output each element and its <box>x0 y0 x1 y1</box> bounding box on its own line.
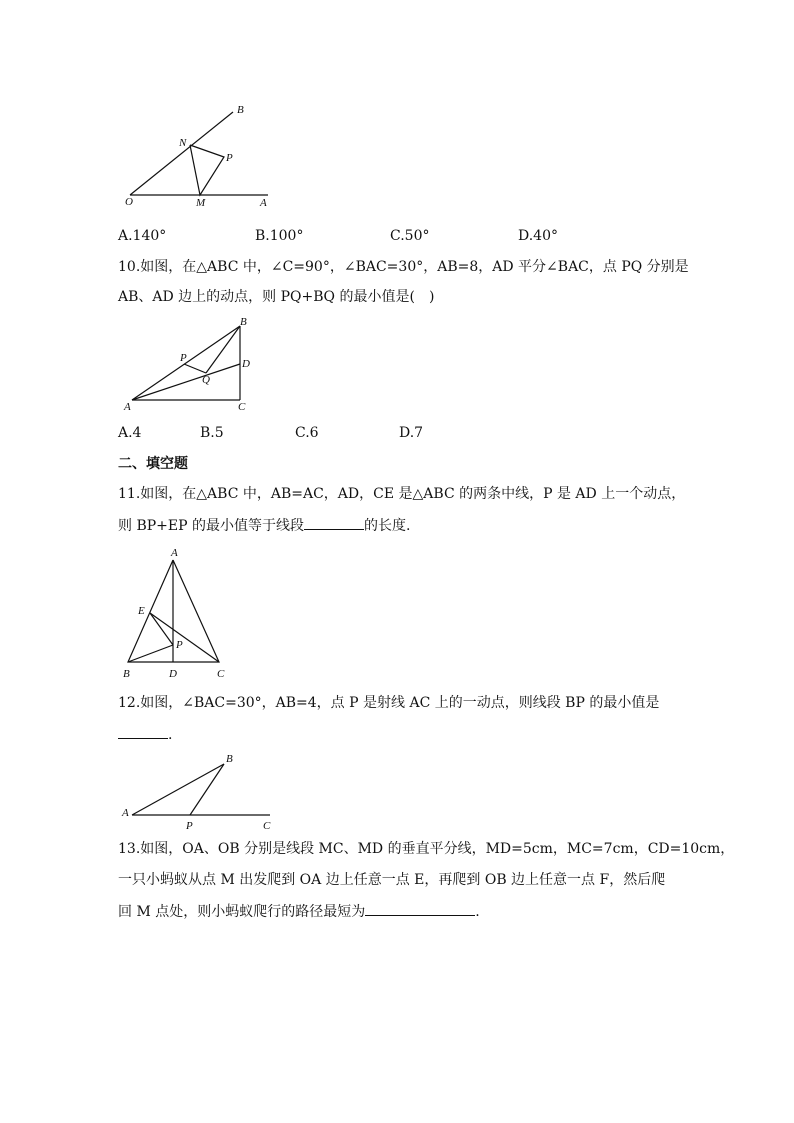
q13-text-after-blank: . <box>475 904 480 920</box>
q12-answer-blank[interactable] <box>118 724 168 739</box>
figure-q10 <box>120 314 260 414</box>
q9-option-a: A.140° <box>118 228 167 244</box>
label-m: M <box>196 197 206 209</box>
label-a: A <box>122 807 129 819</box>
q12-line2 <box>118 724 172 745</box>
label-e: E <box>138 605 145 617</box>
segment-ab <box>132 764 224 815</box>
label-b: B <box>123 668 130 680</box>
segment-ad <box>132 364 240 400</box>
section-heading: 二、填空题 <box>118 456 188 472</box>
figure-q11-svg <box>118 544 238 684</box>
label-c: C <box>263 820 271 832</box>
label-a: A <box>260 197 267 209</box>
q9-option-d: D.40° <box>518 228 558 244</box>
figure-q12 <box>118 750 288 835</box>
figure-q9 <box>120 100 280 212</box>
segment-pq <box>184 364 206 373</box>
q11-text-before-blank: 则 BP+EP 的最小值等于线段 <box>118 518 304 534</box>
q9-option-c: C.50° <box>390 228 430 244</box>
q10-line2: AB、AD 边上的动点，则 PQ+BQ 的最小值是( ) <box>118 289 435 305</box>
figure-q10-svg <box>120 314 260 414</box>
q11-line2 <box>118 515 410 536</box>
figure-q11 <box>118 544 238 684</box>
label-a: A <box>171 547 178 559</box>
segment-bp <box>190 764 224 815</box>
q11-line1: 11.如图，在△ABC 中，AB=AC，AD，CE 是△ABC 的两条中线，P 是 AD 上一个动点， <box>118 486 686 502</box>
label-o: O <box>125 196 133 208</box>
label-p: P <box>180 352 187 364</box>
q10-option-d: D.7 <box>399 425 424 441</box>
ray-ob <box>130 112 233 195</box>
q11-answer-blank[interactable] <box>304 515 364 530</box>
segment-ep <box>150 613 173 645</box>
q13-text-before-blank: 回 M 点处，则小蚂蚁爬行的路径最短为 <box>118 904 366 920</box>
label-p: P <box>186 820 193 832</box>
q10-option-a: A.4 <box>118 425 142 441</box>
label-q: Q <box>202 374 210 386</box>
label-n: N <box>179 137 187 149</box>
triangle-nmp <box>190 145 224 195</box>
median-ce <box>150 613 219 662</box>
label-d: D <box>169 668 177 680</box>
q10-option-b: B.5 <box>200 425 224 441</box>
q10-option-c: C.6 <box>295 425 319 441</box>
q13-answer-blank[interactable] <box>365 901 475 916</box>
label-b: B <box>240 316 247 328</box>
q13-line3 <box>118 901 480 922</box>
label-b: B <box>237 104 244 116</box>
figure-q9-svg <box>120 100 280 212</box>
label-p: P <box>226 152 233 164</box>
label-c: C <box>238 401 246 413</box>
label-p: P <box>176 639 183 651</box>
figure-q12-svg <box>118 750 288 835</box>
q12-line1: 12.如图，∠BAC=30°，AB=4，点 P 是射线 AC 上的一动点，则线段 BP 的最小值是 <box>118 695 660 711</box>
label-c: C <box>217 668 225 680</box>
q12-text-after-blank: . <box>168 727 173 743</box>
q10-line1: 10.如图，在△ABC 中，∠C=90°，∠BAC=30°，AB=8，AD 平分∠BAC，点 PQ 分别是 <box>118 259 689 275</box>
q13-line2: 一只小蚂蚁从点 M 出发爬到 OA 边上任意一点 E，再爬到 OB 边上任意一点 F，然后爬 <box>118 872 666 888</box>
q9-option-b: B.100° <box>255 228 304 244</box>
q11-text-after-blank: 的长度. <box>363 518 411 534</box>
label-b: B <box>226 753 233 765</box>
q13-line1: 13.如图，OA、OB 分别是线段 MC、MD 的垂直平分线，MD=5cm，MC=7cm，CD=10cm， <box>118 841 735 857</box>
label-a: A <box>124 401 131 413</box>
label-d: D <box>242 358 250 370</box>
